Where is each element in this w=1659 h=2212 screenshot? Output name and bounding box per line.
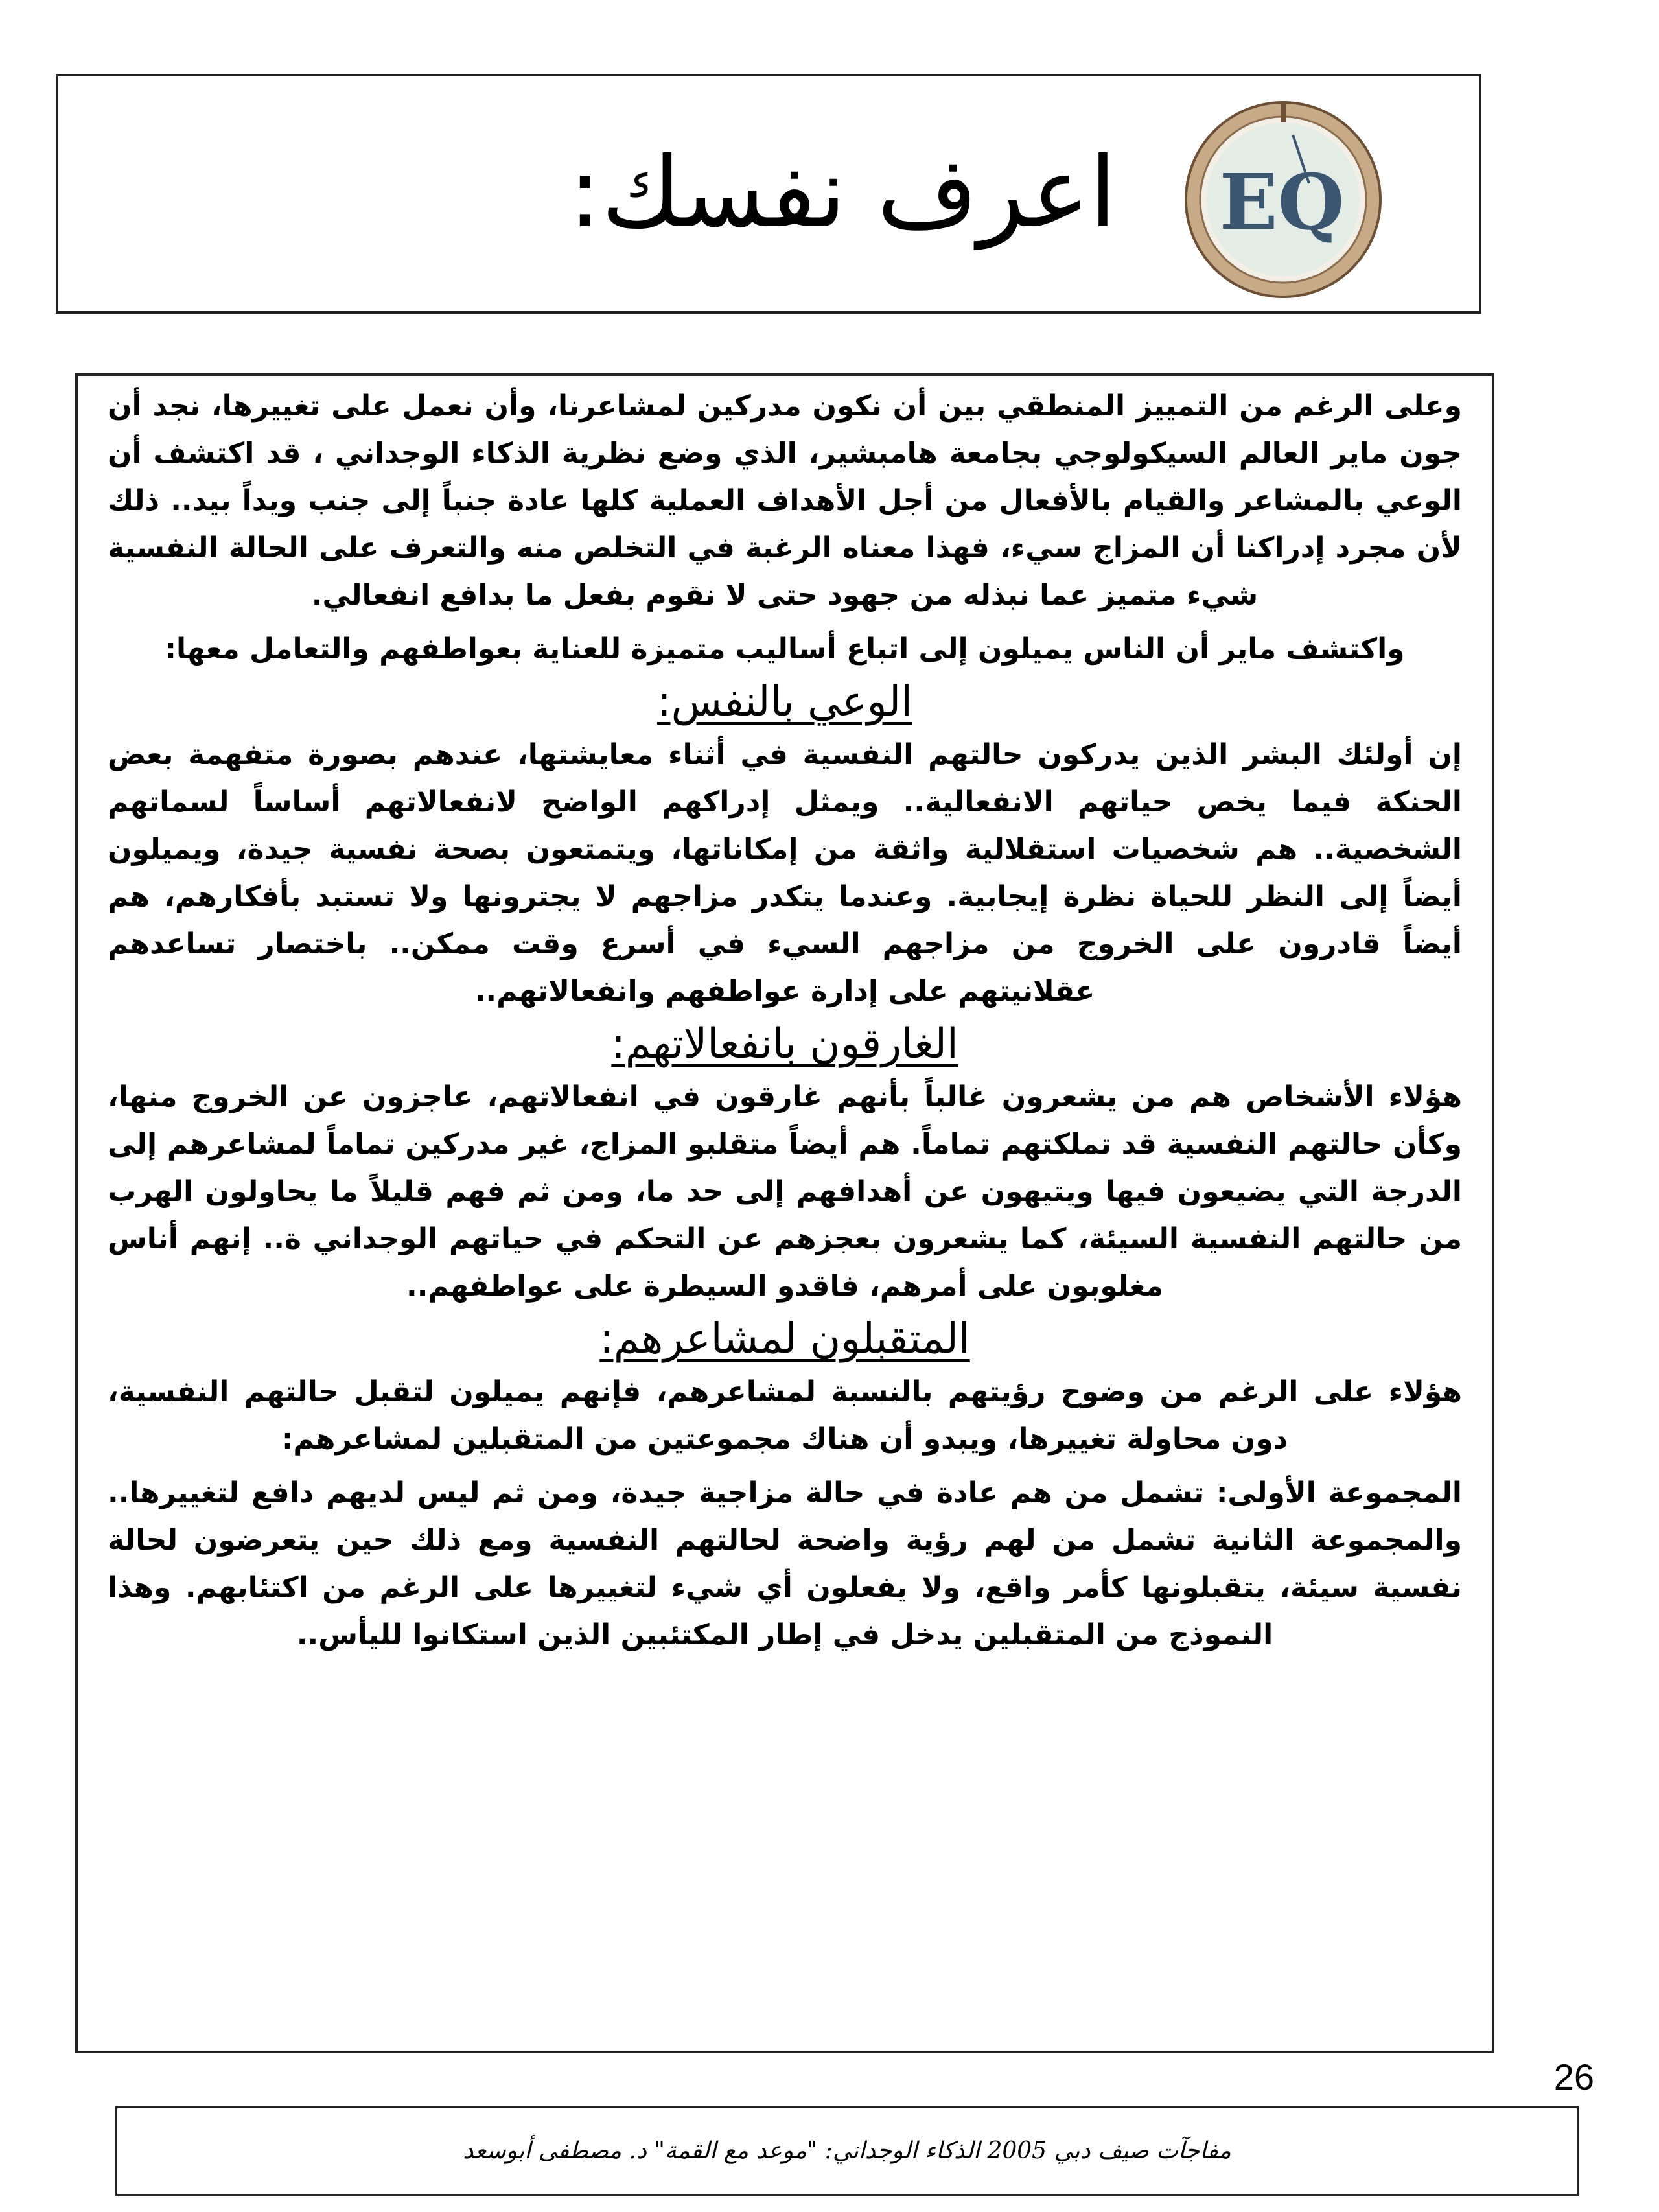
page-number: 26 xyxy=(1553,2056,1594,2097)
section-paragraph-accepting-b: المجموعة الأولى: تشمل من هم عادة في حالة مزاجية جيدة، ومن ثم ليس لديهم دافع لتغييرها.. والمجموعة الثانية تشمل من لهم رؤية واضحة لحالتهم النفسية ومع ذلك حين يتعرضون لحالة نفسية سيئة، يتقبلونها كأمر واقع، ولا يفعلون أي شيء لتغييرها على الرغم من اكتئابهم. وهذا النموذج من المتقبلين يدخل في إطار المكتئبين الذين استكانوا لليأس.. xyxy=(108,1476,1462,1651)
eq-logo xyxy=(1179,96,1387,303)
section-paragraph-self-awareness: إن أولئك البشر الذين يدركون حالتهم النفسية في أثناء معايشتها، عندهم بصورة متفهمة بعض الحنكة فيما يخص حياتهم الانفعالية.. ويمثل إدراكهم الواضح لانفعالاتهم أساساً لسماتهم الشخصية.. هم شخصيات استقلالية واثقة من إمكاناتها، ويتمتعون بصحة نفسية جيدة، ويميلون أيضاً إلى النظر للحياة نظرة إيجابية. وعندما يتكدر مزاجهم لا يجترونها ولا تستبد بأفكارهم، هم أيضاً قادرون على الخروج من مزاجهم السيء في أسرع وقت ممكن.. باختصار تساعدهم عقلانيتهم على إدارة عواطفهم وانفعالاتهم.. xyxy=(108,738,1462,1008)
section-heading-immersed xyxy=(108,1015,1462,1073)
section-paragraph-accepting-a: هؤلاء على الرغم من وضوح رؤيتهم بالنسبة لمشاعرهم، فإنهم يميلون لتقبل حالتهم النفسية، دون محاولة تغييرها، ويبدو أن هناك مجموعتين من المتقبلين لمشاعرهم: xyxy=(108,1375,1462,1456)
section-heading-self-awareness xyxy=(108,673,1462,731)
intro-paragraph-2: واكتشف ماير أن الناس يميلون إلى اتباع أساليب متميزة للعناية بعواطفهم والتعامل معها: xyxy=(165,633,1405,666)
intro-paragraph-1: وعلى الرغم من التمييز المنطقي بين أن نكون مدركين لمشاعرنا، وأن نعمل على تغييرها، نجد أن جون ماير العالم السيكولوجي بجامعة هامبشير، الذي وضع نظرية الذكاء الوجداني ، قد اكتشف أن الوعي بالمشاعر والقيام بالأفعال من أجل الأهداف العملية كلها عادة جنباً إلى جنب ويداً بيد.. ذلك لأن مجرد إدراكنا أن المزاج سيء، فهذا معناه الرغبة في التخلص منه والتعرف على الحالة النفسية شيء متميز عما نبذله من جهود حتى لا نقوم بفعل ما بدافع انفعالي. xyxy=(108,390,1462,612)
footer-box xyxy=(115,2106,1579,2196)
content-box xyxy=(75,373,1494,2053)
footer-text: مفاجآت صيف دبي 2005 الذكاء الوجداني: "موعد مع القمة" د. مصطفى أبوسعد xyxy=(463,2137,1231,2164)
heading-text: المتقبلون لمشاعرهم: xyxy=(599,1315,970,1363)
page-title: اعرف نفسك: xyxy=(568,137,1117,250)
section-paragraph-immersed: هؤلاء الأشخاص هم من يشعرون غالباً بأنهم غارقون في انفعالاتهم، عاجزون عن الخروج منها، وكأن حالتهم النفسية قد تملكتهم تماماً. هم أيضاً متقلبو المزاج، غير مدركين تماماً لمشاعرهم إلى الدرجة التي يضيعون فيها ويتيهون عن أهدافهم إلى حد ما، ومن ثم فهم قليلاً ما يحاولون الهرب من حالتهم النفسية السيئة، كما يشعرون بعجزهم عن التحكم في حياتهم الوجداني ة.. إنهم أناس مغلوبون على أمرهم، فاقدو السيطرة على عواطفهم.. xyxy=(108,1080,1462,1303)
logo-text: EQ xyxy=(1219,157,1345,247)
heading-text: الوعي بالنفس: xyxy=(657,678,912,726)
heading-text: الغارقون بانفعالاتهم: xyxy=(611,1020,958,1068)
title-box xyxy=(56,74,1481,314)
section-heading-accepting xyxy=(108,1310,1462,1368)
